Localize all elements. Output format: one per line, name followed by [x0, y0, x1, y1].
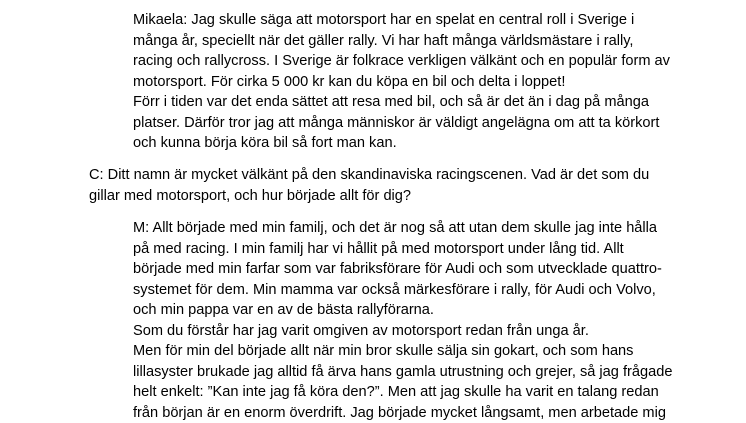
text-line: Som du förstår har jag varit omgiven av motorsport redan från unga år.	[133, 321, 672, 342]
text-line: M: Allt började med min familj, och det är nog så att utan dem skulle jag inte hålla	[133, 218, 672, 239]
answer-paragraph-mikaela	[133, 10, 670, 154]
text-line: motorsport. För cirka 5 000 kr kan du köpa en bil och delta i loppet!	[133, 72, 670, 93]
text-line: på med racing. I min familj har vi hållit på med motorsport under lång tid. Allt	[133, 239, 672, 260]
text-line: började med min farfar som var fabriksförare för Audi och som utvecklade quattro-	[133, 259, 672, 280]
text-line: helt enkelt: ”Kan inte jag få köra den?”. Men att jag skulle ha varit en talang redan	[133, 382, 672, 403]
text-line: Men för min del började allt när min bror skulle sälja sin gokart, och som hans	[133, 341, 672, 362]
text-line: och min pappa var en av de bästa rallyförarna.	[133, 300, 672, 321]
question-paragraph	[89, 165, 649, 206]
text-line: från början är en enorm överdrift. Jag började mycket långsamt, men arbetade mig	[133, 403, 672, 423]
text-line: och kunna börja köra bil så fort man kan.	[133, 133, 670, 154]
text-line: Mikaela: Jag skulle säga att motorsport har en spelat en central roll i Sverige i	[133, 10, 670, 31]
text-line: gillar med motorsport, och hur började allt för dig?	[89, 186, 649, 207]
text-line: platser. Därför tror jag att många människor är väldigt angelägna om att ta körkort	[133, 113, 670, 134]
text-line: Förr i tiden var det enda sättet att resa med bil, och så är det än i dag på många	[133, 92, 670, 113]
answer-paragraph-m	[133, 218, 672, 423]
text-line: C: Ditt namn är mycket välkänt på den skandinaviska racingscenen. Vad är det som du	[89, 165, 649, 186]
text-line: systemet för dem. Min mamma var också märkesförare i rally, för Audi och Volvo,	[133, 280, 672, 301]
text-line: lillasyster brukade jag alltid få ärva hans gamla utrustning och grejer, så jag frågade	[133, 362, 672, 383]
text-line: många år, speciellt när det gäller rally. Vi har haft många världsmästare i rally,	[133, 31, 670, 52]
text-line: racing och rallycross. I Sverige är folkrace verkligen välkänt och en populär form av	[133, 51, 670, 72]
